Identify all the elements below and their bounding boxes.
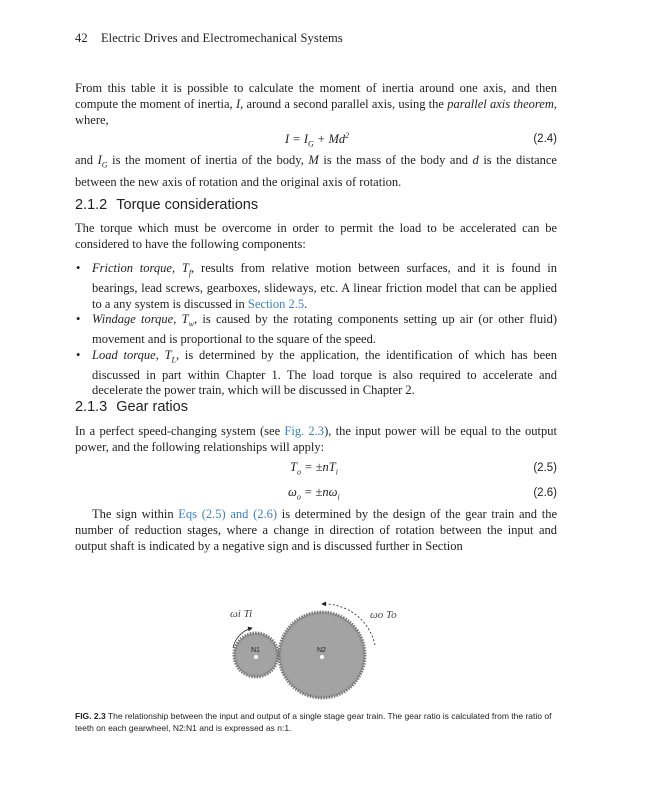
running-header bbox=[75, 31, 343, 46]
page-number: 42 bbox=[75, 31, 88, 45]
fig-2-3-link[interactable]: Fig. 2.3 bbox=[284, 424, 325, 438]
section-heading-2-1-2: 2.1.2 Torque considerations bbox=[75, 197, 259, 213]
gear2-teeth-label: N2 bbox=[317, 647, 326, 654]
paragraph-parallel-axis: From this table it is possible to calculate the moment of inertia around one axis, and then compute the moment of inertia, I, around a second parallel axis, using the parallel axis theorem, where, bbox=[75, 81, 557, 127]
equation-number-2-6: (2.6) bbox=[533, 487, 557, 499]
list-item-load-torque: • Load torque, $T_L$, is determined by the application, the identification of which has been discussed in part within Chapter 1. The load torque is also required to accelerate and decelerate the power train, which will be discussed in Chapter 2. bbox=[75, 348, 557, 399]
section-heading-2-1-3: 2.1.3 Gear ratios bbox=[75, 399, 188, 415]
book-title: Electric Drives and Electromechanical Systems bbox=[100, 31, 343, 45]
equation-2-4: $I = I_G + Md^2$ bbox=[285, 131, 350, 149]
list-item-friction-torque: • Friction torque, $T_f$, results from relative motion between surfaces, and it is found in bearings, lead screws, gearboxes, slideways, etc. A linear friction model that can be applied to a any system is discussed in Section 2.5. bbox=[75, 261, 557, 312]
equation-number-2-5: (2.5) bbox=[533, 462, 557, 474]
paragraph-torque-intro: The torque which must be overcome in order to permit the load to be accelerated can be considered to have the following components: bbox=[75, 221, 557, 251]
paragraph-sign-convention: The sign within Eqs (2.5) and (2.6) is determined by the design of the gear train and the number of reduction stages, where a change in direction of rotation between the input and output shaft is indicated by a negative sign and is discussed further in Section bbox=[75, 507, 557, 553]
input-shaft-icon bbox=[254, 655, 258, 659]
figure-label: FIG. 2.3 bbox=[75, 711, 106, 721]
output-shaft-icon bbox=[320, 655, 324, 659]
equation-2-6: $\omega_o = \pm n\omega_i$ bbox=[288, 485, 340, 502]
gear1-teeth-label: N1 bbox=[251, 647, 260, 654]
section-2-5-link[interactable]: Section 2.5 bbox=[247, 296, 305, 311]
paragraph-definitions: and $I_G$ is the moment of inertia of the body, M is the mass of the body and d is the distance between the new axis of rotation and the original axis of rotation. bbox=[75, 153, 557, 189]
equation-2-5: $T_o = \pm nT_i$ bbox=[290, 460, 338, 477]
equation-number-2-4: (2.4) bbox=[533, 133, 557, 145]
torque-components-list bbox=[75, 261, 557, 399]
output-speed-torque-label: ωo To bbox=[370, 609, 397, 621]
list-item-windage-torque: • Windage torque, $T_w$, is caused by the rotating components setting up air (or other fluid) movement and is proportional to the square of the speed. bbox=[75, 312, 557, 348]
paragraph-gear-ratios: In a perfect speed-changing system (see Fig. 2.3), the input power will be equal to the output power, and the following relationships will apply: bbox=[75, 424, 557, 454]
eqs-2-5-2-6-link[interactable]: Eqs (2.5) and (2.6) bbox=[178, 507, 278, 521]
parallel-axis-theorem-term: parallel axis theorem bbox=[447, 97, 554, 111]
gear-train-figure bbox=[200, 590, 450, 705]
figure-caption: FIG. 2.3 The relationship between the input and output of a single stage gear train. The gear ratio is calculated from the ratio of teeth on each gearwheel, N2:N1 and is expressed as n:1. bbox=[75, 711, 552, 733]
input-speed-torque-label: ωi Ti bbox=[230, 608, 253, 620]
